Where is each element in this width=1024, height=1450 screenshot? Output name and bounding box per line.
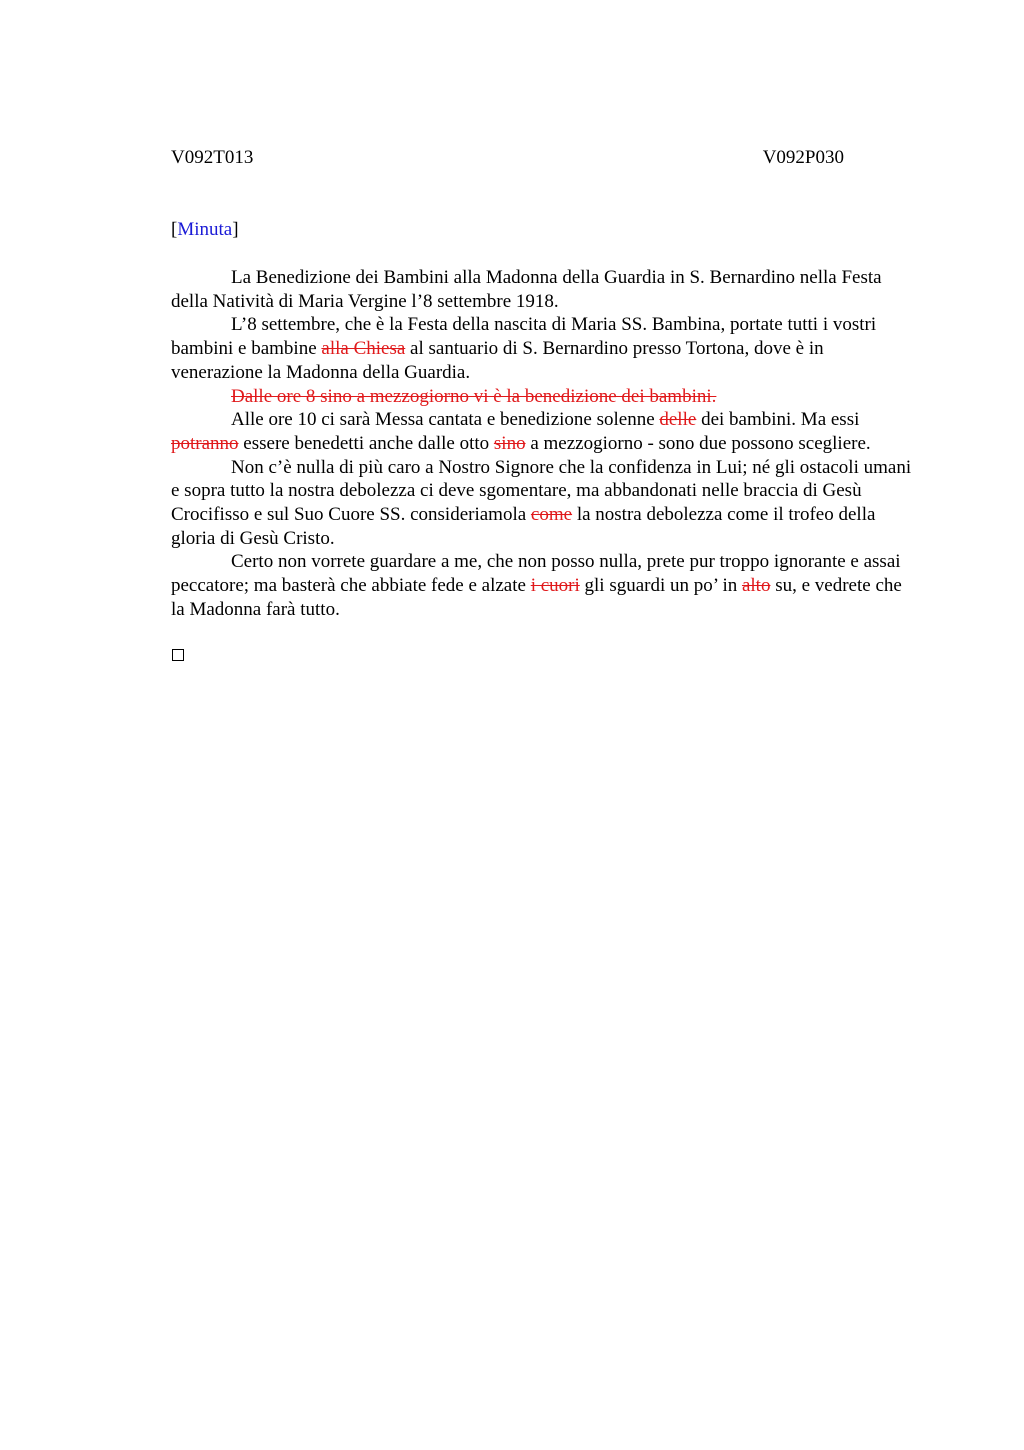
deleted-text: Dalle ore 8 sino a mezzogiorno vi è la benedizione dei bambini. (231, 385, 717, 407)
paragraph-text: Non c’è nulla di più caro a Nostro Signore che la confidenza in Lui; né gli ostacoli umani e sopra tutto la nostra debolezza ci deve sgomentare, ma abbandonati nelle braccia di Gesù Crocifisso e sul Suo Cuore SS. consideriamola (171, 456, 912, 526)
paragraph-text: su, e vedrete che la Madonna farà tutto. (171, 575, 902, 620)
paragraph-schedule (171, 408, 916, 455)
paragraph-text: Alle ore 10 ci sarà Messa cantata e benedizione solenne (231, 409, 660, 431)
paragraph-text: La Benedizione dei Bambini alla Madonna della Guardia in S. Bernardino nella Festa della Natività di Maria Vergine l’8 settembre 1918. (171, 267, 882, 312)
paragraph-closing (171, 550, 916, 621)
label-close-bracket: ] (232, 219, 239, 240)
deleted-text: delle (659, 409, 697, 431)
deleted-text: potranno (171, 432, 239, 454)
deleted-text: alto (741, 575, 771, 597)
paragraph-text: dei bambini. Ma essi (696, 409, 860, 431)
deleted-text: alla Chiesa (321, 338, 406, 360)
deleted-text: sino (493, 432, 526, 454)
document-body (171, 266, 916, 622)
document-codes (171, 146, 844, 170)
paragraph-text: a mezzogiorno - sono due possono scegliere. (525, 432, 871, 454)
paragraph-title (171, 266, 916, 313)
paragraph-text: la nostra debolezza come il trofeo della gloria di Gesù Cristo. (171, 504, 876, 549)
paragraph-confidence (171, 456, 916, 551)
minuta-label[interactable]: Minuta (177, 219, 233, 240)
label-open-bracket: [ (171, 219, 178, 240)
document-type-label (171, 218, 239, 242)
volume-code-left: V092T013 (171, 147, 254, 168)
volume-code-right: V092P030 (762, 147, 844, 168)
paragraph-text: Certo non vorrete guardare a me, che non posso nulla, prete pur troppo ignorante e assai peccatore; ma basterà che abbiate fede e alzate (171, 551, 901, 597)
deleted-text: i cuori (530, 575, 580, 597)
deleted-text: come (530, 504, 573, 526)
square-outline-icon (172, 649, 184, 661)
paragraph-text: L’8 settembre, che è la Festa della nascita di Maria SS. Bambina, portate tutti i vostri bambini e bambine (171, 314, 877, 360)
paragraph-text: essere benedetti anche dalle otto (238, 432, 494, 454)
paragraph-invitation (171, 313, 916, 384)
paragraph-text: gli sguardi un po’ in (579, 575, 742, 597)
paragraph-text: al santuario di S. Bernardino presso Tortona, dove è in venerazione la Madonna della Guardia. (171, 338, 824, 383)
paragraph-deleted-line (171, 385, 916, 409)
